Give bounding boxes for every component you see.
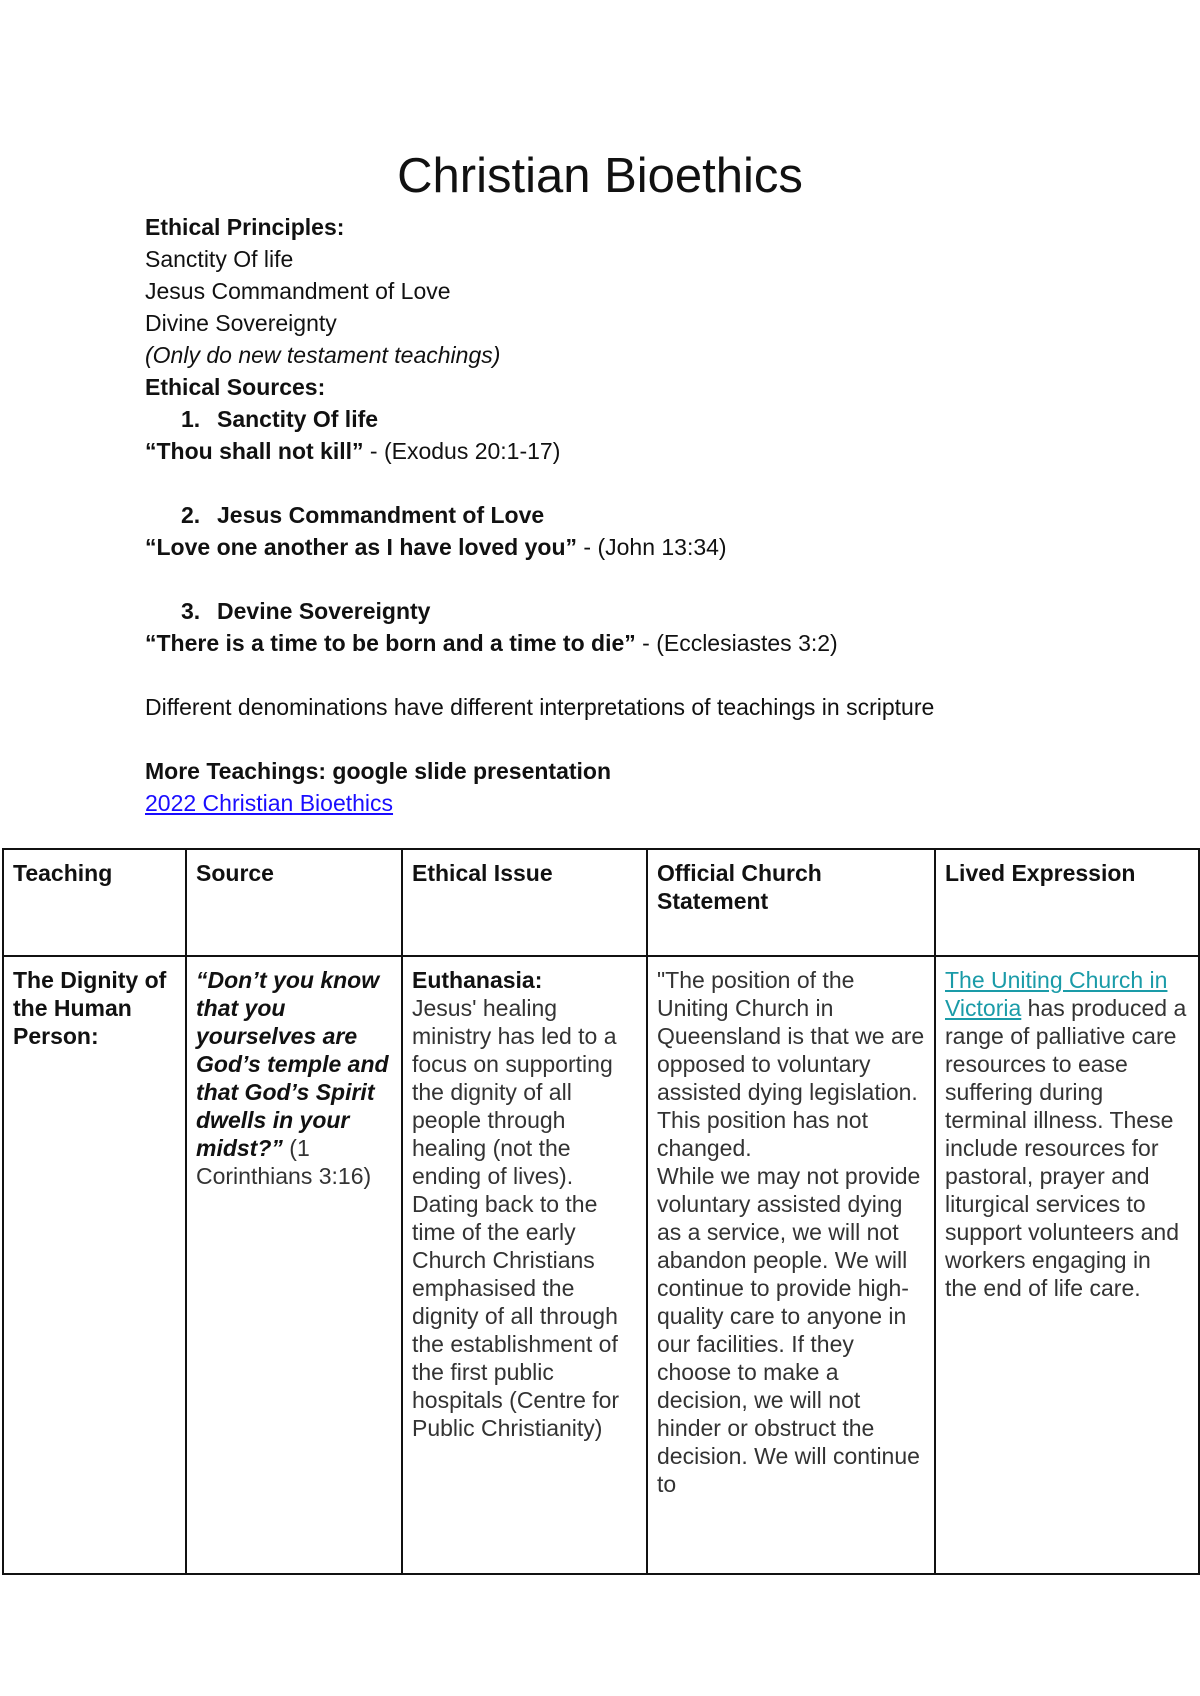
scripture-reference: - (John 13:34): [577, 534, 727, 560]
principle-item: Jesus Commandment of Love: [145, 278, 451, 304]
header-teaching: Teaching: [3, 849, 186, 956]
scripture-quote: “Love one another as I have loved you”: [145, 534, 578, 560]
cell-ethical-issue: [402, 956, 647, 1574]
source-quote: “Don’t you know that you yourselves are God’s temple and that God’s Spirit dwells in your midst?”: [196, 967, 389, 1161]
cell-source: [186, 956, 402, 1574]
source-quote-line-1: [145, 435, 1145, 467]
scripture-quote: “There is a time to be born and a time to die”: [145, 630, 636, 656]
more-teachings-heading: More Teachings: google slide presentation: [145, 758, 612, 784]
table-row: [3, 956, 1199, 1574]
list-number: 1.: [181, 406, 201, 432]
statement-paragraph: "The position of the Uniting Church in Queensland is that we are opposed to voluntary assisted dying legislation. This position has not changed.: [657, 967, 925, 1161]
table-header-row: [3, 849, 1199, 956]
principles-heading: Ethical Principles:: [145, 214, 345, 240]
principle-item: Divine Sovereignty: [145, 310, 337, 336]
spacer: [145, 659, 1145, 691]
source-heading-text: Devine Sovereignty: [217, 598, 431, 624]
source-heading-1: [145, 403, 1145, 435]
principles-note: (Only do new testament teachings): [145, 342, 501, 368]
scripture-quote: “Thou shall not kill”: [145, 438, 364, 464]
sources-heading: Ethical Sources:: [145, 374, 326, 400]
principle-item: Sanctity Of life: [145, 246, 294, 272]
denominations-note: Different denominations have different interpretations of teachings in scripture: [145, 694, 935, 720]
source-quote-line-3: [145, 627, 1145, 659]
header-ethical-issue: Ethical Issue: [402, 849, 647, 956]
header-lived-expression: Lived Expression: [935, 849, 1199, 956]
statement-paragraph: While we may not provide voluntary assisted dying as a service, we will not abandon people. We will continue to provide high-quality care to anyone in our facilities. If they choose to make a decision, we will not hinder or obstruct the decision. We will continue to: [657, 1163, 921, 1497]
document-title: Christian Bioethics: [397, 149, 803, 203]
source-heading-3: [145, 595, 1145, 627]
source-heading-text: Jesus Commandment of Love: [217, 502, 545, 528]
list-number: 2.: [181, 502, 201, 528]
document-body: [145, 211, 1145, 819]
link-line: [145, 787, 1145, 819]
spacer: [145, 563, 1145, 595]
scripture-reference: - (Ecclesiastes 3:2): [635, 630, 838, 656]
source-reference: (1 Corinthians 3:16): [196, 1135, 372, 1189]
header-source: Source: [186, 849, 402, 956]
scripture-reference: - (Exodus 20:1-17): [363, 438, 561, 464]
header-church-statement: Official Church Statement: [647, 849, 935, 956]
cell-teaching: The Dignity of the Human Person:: [3, 956, 186, 1574]
spacer: [145, 467, 1145, 499]
source-heading-2: [145, 499, 1145, 531]
uniting-church-link[interactable]: The Uniting Church in Victoria: [945, 967, 1168, 1021]
teaching-table: [2, 848, 1200, 1575]
cell-lived-expression: [935, 956, 1199, 1574]
spacer: [145, 723, 1145, 755]
presentation-link[interactable]: 2022 Christian Bioethics: [145, 790, 394, 816]
issue-text: Jesus' healing ministry has led to a focus on supporting the dignity of all people through healing (not the ending of lives). Dating back to the time of the early Church Christians emphasised the dignity of all through the establishment of the first public hospitals (Centre for Public Christianity): [412, 995, 620, 1441]
source-heading-text: Sanctity Of life: [217, 406, 379, 432]
issue-heading: Euthanasia:: [412, 967, 543, 993]
source-quote-line-2: [145, 531, 1145, 563]
lived-text: has produced a range of palliative care resources to ease suffering during terminal illness. These include resources for pastoral, prayer and liturgical services to support volunteers and workers engaging in the end of life care.: [945, 995, 1187, 1301]
cell-church-statement: [647, 956, 935, 1574]
list-number: 3.: [181, 598, 201, 624]
